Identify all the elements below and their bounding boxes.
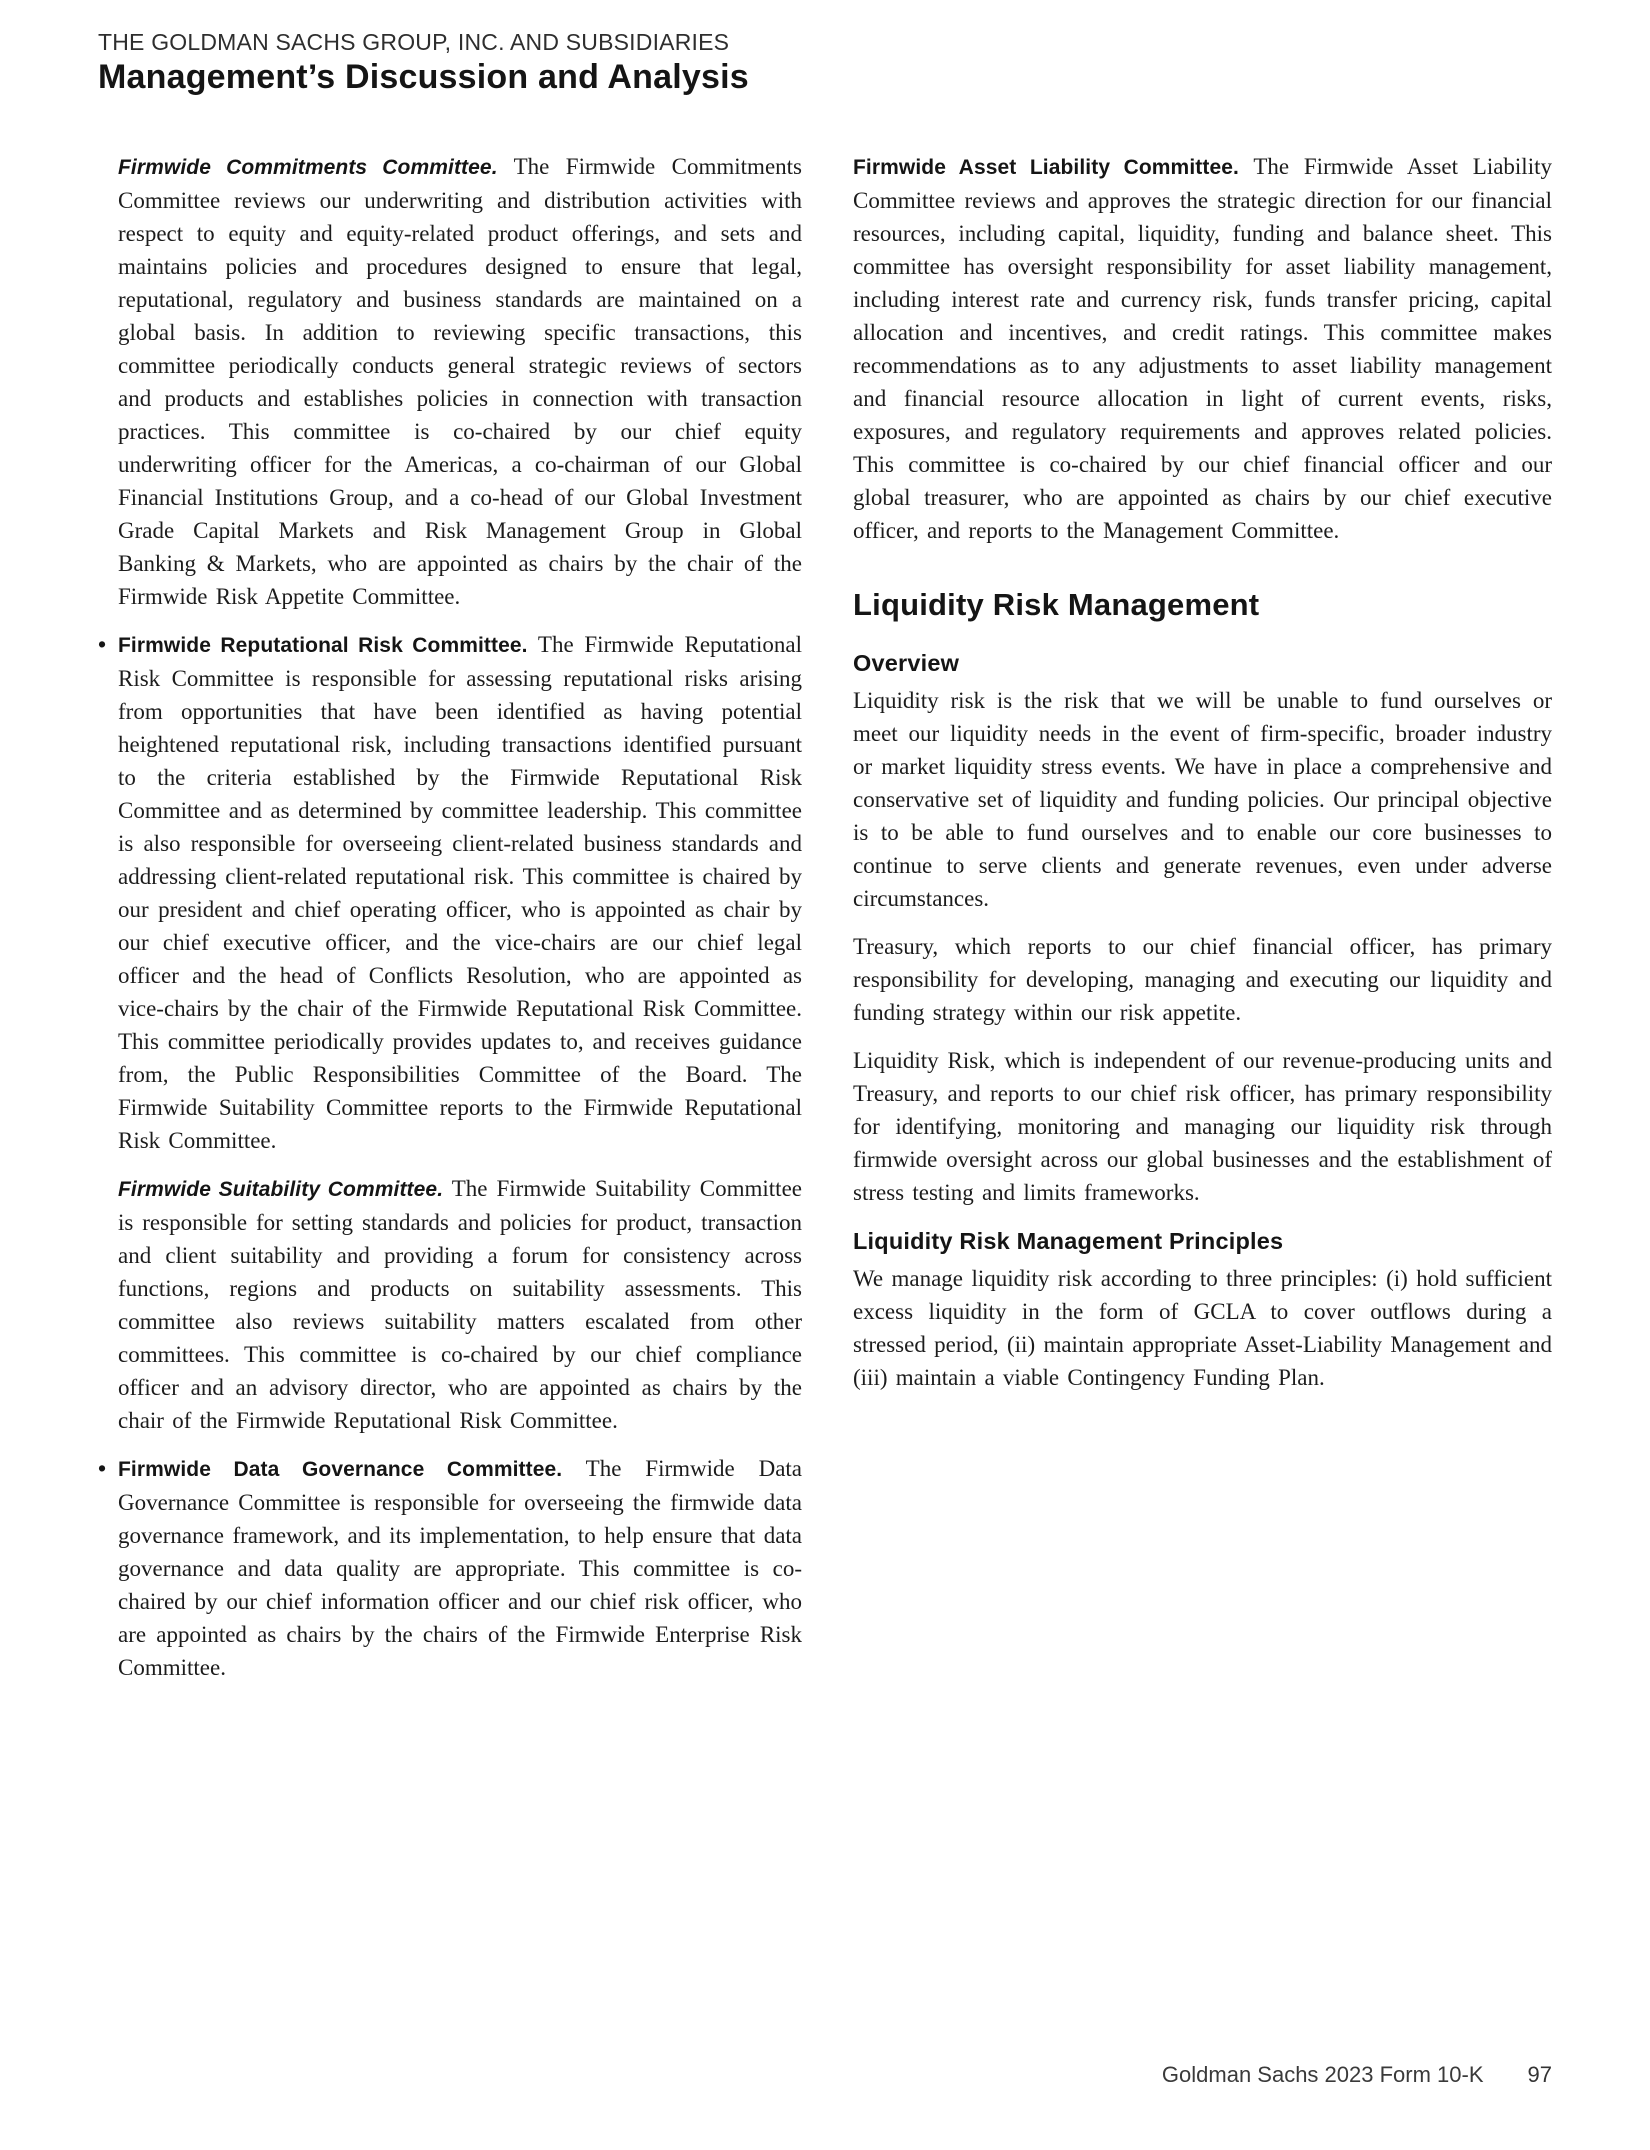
company-name: THE GOLDMAN SACHS GROUP, INC. AND SUBSIDIARIES [98, 29, 730, 55]
body-paragraph: Treasury, which reports to our chief financial officer, has primary responsibility for developing, managing and executing our liquidity and funding strategy within our risk appetite. [853, 934, 1552, 1025]
committee-body: The Firmwide Suitability Committee is responsible for setting standards and policies for product, transaction and client suitability and providing a forum for consistency across functions, regions and products on suitability assessments. This committee also reviews suitability matters escalated from other committees. This committee is co-chaired by our chief compliance officer and an advisory director, who are appointed as chairs by the chair of the Firmwide Reputational Risk Committee. [118, 1176, 802, 1433]
committee-lead: Firmwide Commitments Committee. [118, 156, 498, 179]
committee-body: The Firmwide Asset Liability Committee reviews and approves the strategic direction for our financial resources, including capital, liquidity, funding and balance sheet. This committee has oversight responsibility for asset liability management, including interest rate and currency risk, funds transfer pricing, capital allocation and incentives, and credit ratings. This committee makes recommendations as to any adjustments to asset liability management and financial resource allocation in light of current events, risks, exposures, and regulatory requirements and approves related policies. This committee is co-chaired by our chief financial officer and our global treasurer, who are appointed as chairs by our chief executive officer, and reports to the Management Committee. [853, 154, 1552, 543]
committee-paragraph-asset-liability [853, 150, 1552, 547]
committee-paragraph-commitments [98, 150, 802, 613]
committee-body: The Firmwide Reputational Risk Committee is responsible for assessing reputational risks arising from opportunities that have been identified as having potential heightened reputational risk, including transactions identified pursuant to the criteria established by the Firmwide Reputational Risk Committee and as determined by committee leadership. This committee is also responsible for overseeing client-related business standards and addressing client-related reputational risk. This committee is chaired by our president and chief operating officer, who is appointed as chair by our chief executive officer, and the vice-chairs are our chief legal officer and the head of Conflicts Resolution, who are appointed as vice-chairs by the chair of the Firmwide Reputational Risk Committee. This committee periodically provides updates to, and receives guidance from, the Public Responsibilities Committee of the Board. The Firmwide Suitability Committee reports to the Firmwide Reputational Risk Committee. [118, 632, 803, 1153]
subsection-heading-overview: Overview [853, 650, 960, 676]
committee-paragraph-suitability [98, 1172, 802, 1437]
section-heading-liquidity-risk-management: Liquidity Risk Management [853, 587, 1260, 622]
committee-lead: Firmwide Suitability Committee. [118, 1178, 444, 1201]
subsection-heading-principles: Liquidity Risk Management Principles [853, 1228, 1284, 1254]
body-paragraph: We manage liquidity risk according to three principles: (i) hold sufficient excess liquidity in the form of GCLA to cover outflows during a stressed period, (ii) maintain appropriate Asset-Liability Management and (iii) maintain a viable Contingency Funding Plan. [853, 1266, 1552, 1390]
bullet-icon: • [98, 631, 107, 657]
footer-page-number: 97 [1527, 2062, 1552, 2087]
right-column [853, 150, 1552, 1409]
committee-lead: Firmwide Asset Liability Committee. [853, 156, 1239, 179]
bullet-icon: • [98, 1455, 107, 1481]
committee-paragraph-reputational-risk [98, 628, 802, 1157]
committee-lead: Firmwide Reputational Risk Committee. [118, 634, 528, 657]
page-header [98, 28, 1552, 97]
committee-paragraph-data-governance [98, 1452, 802, 1684]
committee-lead: Firmwide Data Governance Committee. [118, 1458, 563, 1481]
left-column [98, 150, 802, 1699]
page-title: Management’s Discussion and Analysis [98, 58, 749, 96]
committee-body: The Firmwide Data Governance Committee is responsible for overseeing the firmwide data governance framework, and its implementation, to help ensure that data governance and data quality are appropriate. This committee is co-chaired by our chief information officer and our chief risk officer, who are appointed as chairs by the chairs of the Firmwide Enterprise Risk Committee. [118, 1456, 802, 1680]
page-footer [1162, 2062, 1552, 2088]
body-paragraph: Liquidity risk is the risk that we will be unable to fund ourselves or meet our liquidity needs in the event of firm-specific, broader industry or market liquidity stress events. We have in place a comprehensive and conservative set of liquidity and funding policies. Our principal objective is to be able to fund ourselves and to enable our core businesses to continue to serve clients and generate revenues, even under adverse circumstances. [853, 688, 1552, 911]
committee-body: The Firmwide Commitments Committee reviews our underwriting and distribution activities with respect to equity and equity-related product offerings, and sets and maintains policies and procedures designed to ensure that legal, reputational, regulatory and business standards are maintained on a global basis. In addition to reviewing specific transactions, this committee periodically conducts general strategic reviews of sectors and products and establishes policies in connection with transaction practices. This committee is co-chaired by our chief equity underwriting officer for the Americas, a co-chairman of our Global Financial Institutions Group, and a co-head of our Global Investment Grade Capital Markets and Risk Management Group in Global Banking & Markets, who are appointed as chairs by the chair of the Firmwide Risk Appetite Committee. [118, 154, 802, 609]
two-column-body [98, 150, 1552, 1699]
body-paragraph: Liquidity Risk, which is independent of our revenue-producing units and Treasury, and reports to our chief risk officer, has primary responsibility for identifying, monitoring and managing our liquidity risk through firmwide oversight across our global businesses and the establishment of stress testing and limits frameworks. [853, 1048, 1552, 1205]
footer-text: Goldman Sachs 2023 Form 10-K [1161, 2062, 1484, 2087]
